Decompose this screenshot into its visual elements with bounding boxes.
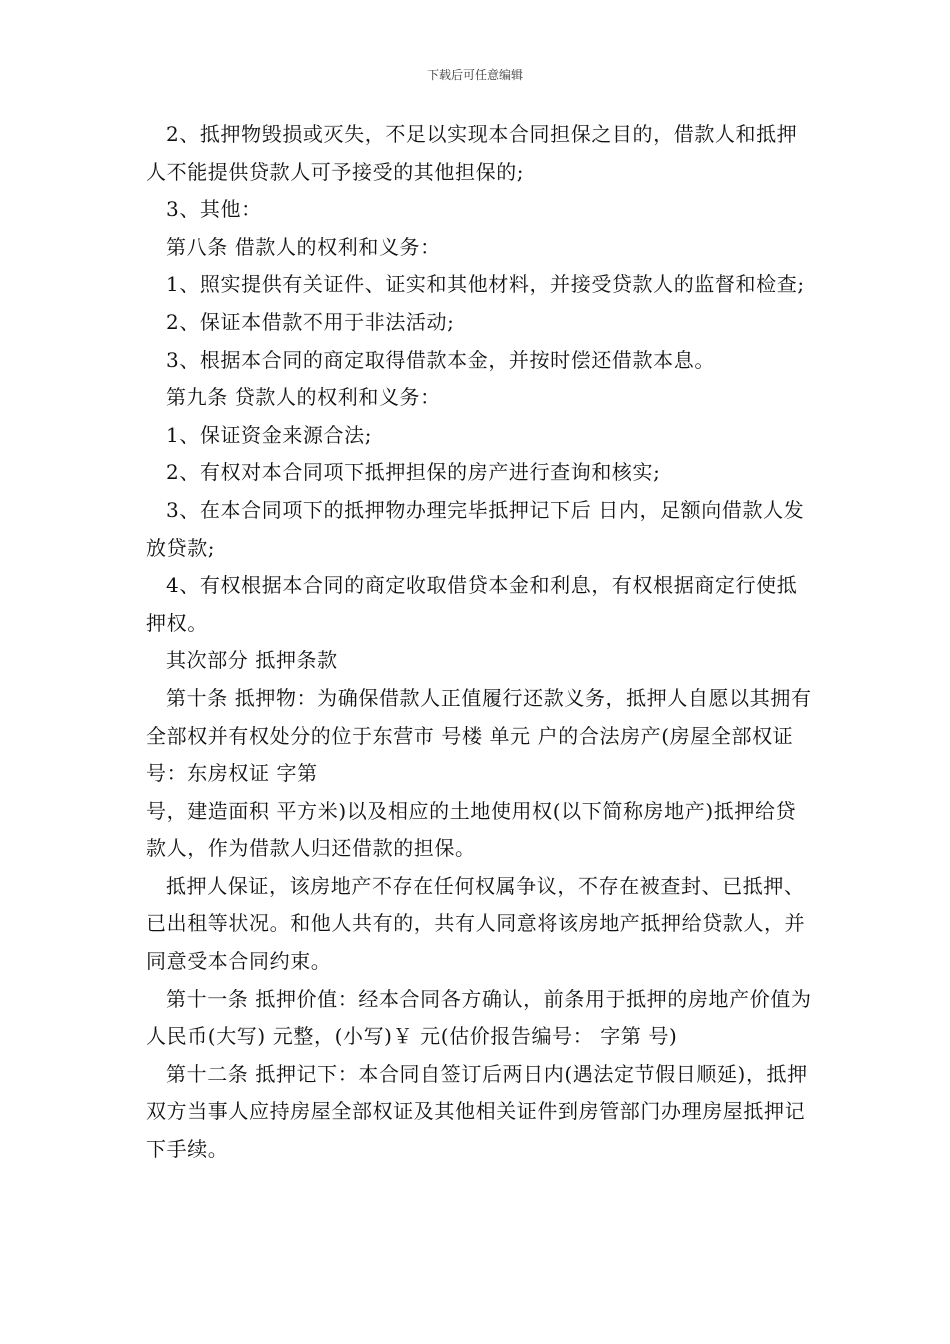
paragraph-article-8-item-1: 1、照实提供有关证件、证实和其他材料，并接受贷款人的监督和检查; (166, 272, 805, 297)
document-body (146, 116, 814, 1169)
paragraph-article-9-item-1: 1、保证资金来源合法; (166, 422, 373, 447)
paragraph-article-11: 第十一条 抵押价值：经本合同各方确认，前条用于抵押的房地产价值为人民币(大写) 元整，(小写)￥ 元(估价报告编号： 字第 号) (146, 986, 812, 1049)
paragraph-article-9-item-4: 4、有权根据本合同的商定收取借贷本金和利息，有权根据商定行使抵押权。 (146, 573, 798, 635)
header-note: 下载后可任意编辑 (426, 68, 523, 82)
paragraph-mortgagor-guarantee: 抵押人保证，该房地产不存在任何权属争议，不存在被查封、已抵押、已出租等状况。和他人共有的，共有人同意将该房地产抵押给贷款人，并同意受本合同约束。 (146, 873, 806, 974)
paragraph-article-12: 第十二条 抵押记下：本合同自签订后两日内(遇法定节假日顺延)，抵押双方当事人应持房屋全部权证及其他相关证件到房管部门办理房屋抵押记下手续。 (146, 1061, 808, 1162)
paragraph-clause-7-item-2: 2、抵押物毁损或灭失，不足以实现本合同担保之目的，借款人和抵押人不能提供贷款人可予接受的其他担保的; (146, 122, 798, 184)
paragraph-clause-7-item-3: 3、其他： (166, 197, 262, 222)
paragraph-article-9-item-2: 2、有权对本合同项下抵押担保的房产进行查询和核实; (166, 460, 661, 485)
heading-article-9: 第九条 贷款人的权利和义务： (166, 385, 441, 410)
paragraph-article-8-item-2: 2、保证本借款不用于非法活动; (166, 309, 455, 334)
paragraph-article-10-continued: 号，建造面积 平方米)以及相应的土地使用权(以下简称房地产)抵押给贷款人，作为借款人归还借款的担保。 (146, 798, 797, 861)
paragraph-article-8-item-3: 3、根据本合同的商定取得借款本金，并按时偿还借款本息。 (166, 347, 715, 372)
heading-part-2: 其次部分 抵押条款 (166, 648, 338, 673)
paragraph-article-9-item-3: 3、在本合同项下的抵押物办理完毕抵押记下后 日内，足额向借款人发放贷款; (146, 497, 805, 560)
paragraph-article-10: 第十条 抵押物：为确保借款人正值履行还款义务，抵押人自愿以其拥有全部权并有权处分的位于东营市 号楼 单元 户的合法房产(房屋全部权证号：东房权证 字第 (146, 685, 812, 786)
heading-article-8: 第八条 借款人的权利和义务： (166, 234, 441, 259)
